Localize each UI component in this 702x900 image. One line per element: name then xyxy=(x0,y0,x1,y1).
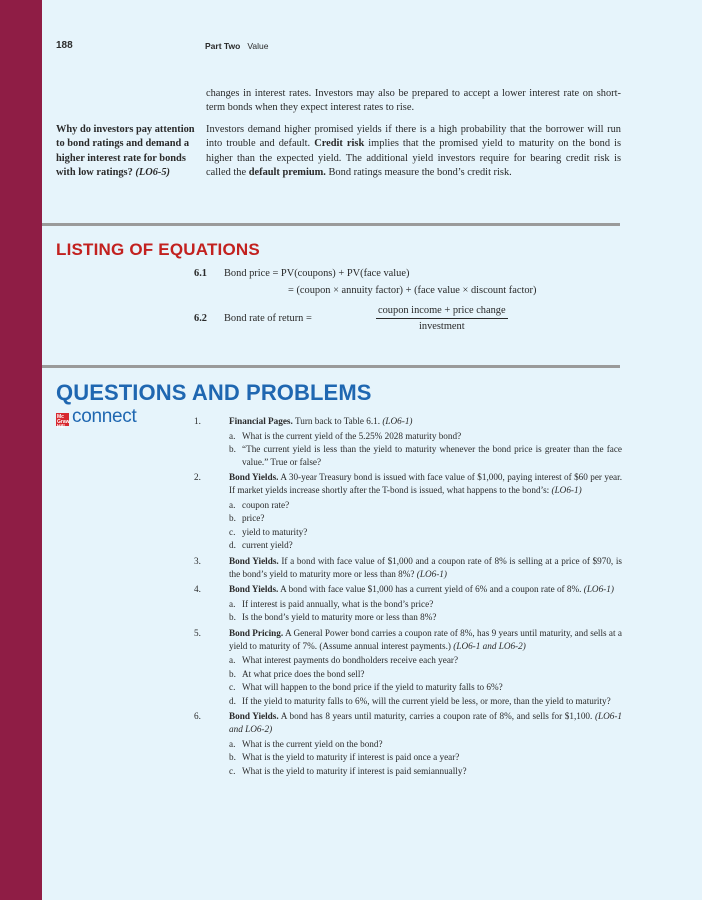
problem-text: Bond Yields. A bond with face value $1,000 has a current yield of 6% and a coupon rate of 8%. (LO6-1) xyxy=(229,584,614,595)
problem-title: Bond Pricing. xyxy=(229,627,284,638)
problem-text: Bond Yields. A bond has 8 years until maturity, carries a coupon rate of 8%, and sells for $1,100. (LO6-1 and LO6-2) xyxy=(229,711,622,735)
subquestion: a. coupon rate? xyxy=(229,499,290,510)
problem-item xyxy=(194,471,622,552)
problem-number: 5. xyxy=(194,627,201,638)
subquestion: a. If interest is paid annually, what is the bond’s price? xyxy=(229,598,434,609)
problem-item xyxy=(194,583,622,624)
learning-objective-ref: (LO6-1) xyxy=(551,484,582,495)
listing-of-equations-heading: LISTING OF EQUATIONS xyxy=(56,240,260,259)
problem-text: Bond Pricing. A General Power bond carries a coupon rate of 8%, has 9 years until maturity, and sells at a yield to maturity of 7%. (Assume annual interest payments.) (LO6-1 and LO6-2) xyxy=(229,627,622,651)
textbook-page xyxy=(42,0,702,900)
subquestion: b. Is the bond’s yield to maturity more or less than 8%? xyxy=(229,612,437,623)
learning-objective-ref: (LO6-1 and LO6-2) xyxy=(453,640,526,651)
equation-6-2: 6.2 Bond rate of return = xyxy=(194,313,312,324)
equation-6-1: 6.1 Bond price = PV(coupons) + PV(face value) xyxy=(194,268,410,279)
subquestion: c. What is the yield to maturity if interest is paid semiannually? xyxy=(229,765,467,776)
margin-question: Why do investors pay attention to bond ratings and demand a higher interest rate for bonds with low ratings? (LO6-5) xyxy=(56,124,195,179)
intro-paragraph: changes in interest rates. Investors may also be prepared to accept a lower interest rate on short-term bonds when they expect interest rates to rise. xyxy=(206,88,621,114)
subquestion: a. What is the current yield of the 5.25% 2028 maturity bond? xyxy=(229,430,462,441)
questions-and-problems-heading: QUESTIONS AND PROBLEMS xyxy=(56,380,372,405)
subquestion: c. What will happen to the bond price if the yield to maturity falls to 6%? xyxy=(229,682,503,693)
subquestion: b. What is the yield to maturity if interest is paid once a year? xyxy=(229,752,460,763)
subquestion: b. At what price does the bond sell? xyxy=(229,668,365,679)
problem-title: Bond Yields. xyxy=(229,711,279,722)
problem-text: Bond Yields. If a bond with face value of $1,000 and a coupon rate of 8% is selling at a price of $970, is the bond’s yield to maturity more or less than 8%? (LO6-1) xyxy=(229,555,622,579)
problem-item xyxy=(194,710,622,777)
subquestion: b. “The current yield is less than the yield to maturity whenever the bond price is greater than the face value.” True or false? xyxy=(229,444,622,467)
fraction-numerator: coupon income + price change xyxy=(376,304,508,319)
problem-title: Bond Yields. xyxy=(229,472,279,483)
connect-wordmark: connect xyxy=(72,406,137,427)
running-header xyxy=(56,40,702,51)
equation-number: 6.2 xyxy=(194,313,207,324)
subquestion: c. yield to maturity? xyxy=(229,526,308,537)
credit-risk-paragraph: Investors demand higher promised yields if there is a high probability that the borrower will run into trouble and default. Credit risk implies that the promised yield to maturity on the bond is higher than the expected yield. The additional yield investors require for bearing credit risk is called the default premium. Bond ratings measure the bond’s credit risk. xyxy=(206,124,622,179)
problem-item xyxy=(194,415,622,468)
term-credit-risk: Credit risk xyxy=(314,138,365,150)
mcgraw-hill-logo-icon: Mc Graw Hill xyxy=(57,414,70,430)
page-number: 188 xyxy=(56,40,73,51)
problem-number: 3. xyxy=(194,555,201,566)
problems-list xyxy=(194,415,622,780)
learning-objective-ref: (LO6-1) xyxy=(583,584,614,595)
subquestion: b. price? xyxy=(229,513,265,524)
running-title: Part Two Value xyxy=(205,41,269,51)
learning-objective-ref: (LO6-1 and LO6-2) xyxy=(229,711,622,735)
fraction-denominator: investment xyxy=(419,321,465,332)
problem-number: 6. xyxy=(194,711,201,722)
problem-item xyxy=(194,555,622,580)
problem-item xyxy=(194,627,622,708)
problem-number: 2. xyxy=(194,472,201,483)
subquestion: a. What interest payments do bondholders receive each year? xyxy=(229,655,459,666)
problem-text: Bond Yields. A 30-year Treasury bond is issued with face value of $1,000, paying interest of $60 per year. If market yields increase shortly after the T-bond is issued, what happens to the bond’s: (LO6-1) xyxy=(229,472,622,495)
learning-objective-ref: (LO6-1) xyxy=(382,416,413,426)
section-divider xyxy=(42,365,620,368)
equation-6-1-line2: = (coupon × annuity factor) + (face value × discount factor) xyxy=(288,285,537,296)
subquestion: d. current yield? xyxy=(229,540,293,551)
section-divider xyxy=(42,223,620,226)
problem-number: 4. xyxy=(194,584,201,595)
problem-text: Financial Pages. Turn back to Table 6.1. (LO6-1) xyxy=(229,416,413,426)
equation-6-2-fraction xyxy=(376,304,508,333)
problem-title: Financial Pages. xyxy=(229,416,293,426)
page-spine-band xyxy=(0,0,42,900)
term-default-premium: default premium. xyxy=(248,167,326,179)
problem-number: 1. xyxy=(194,416,201,426)
subquestion: d. If the yield to maturity falls to 6%, will the current yield be less, or more, than the yield to maturity? xyxy=(229,695,611,706)
problem-title: Bond Yields. xyxy=(229,584,279,595)
subquestion: a. What is the current yield on the bond? xyxy=(229,738,383,749)
equation-number: 6.1 xyxy=(194,268,207,279)
problem-title: Bond Yields. xyxy=(229,555,279,566)
learning-objective-ref: (LO6-1) xyxy=(416,568,447,579)
